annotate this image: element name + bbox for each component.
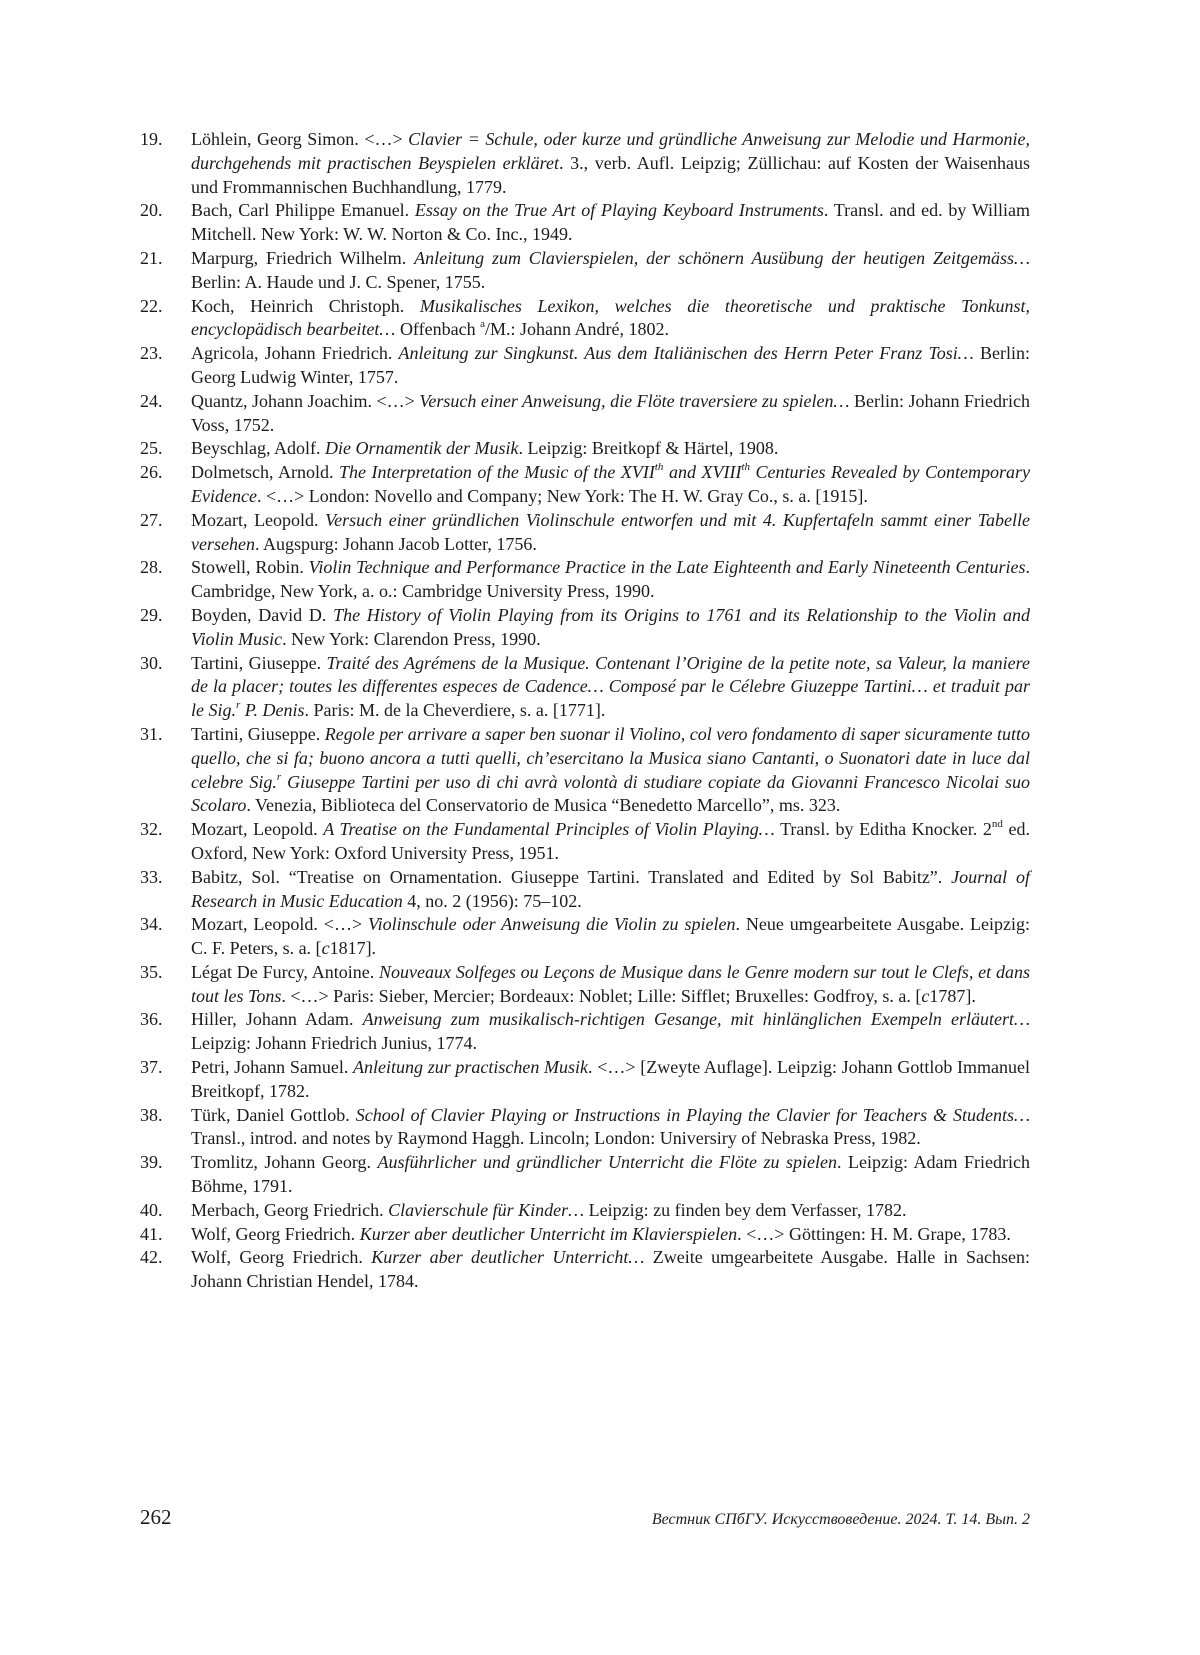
reference-text-segment: Boyden, David D.: [191, 604, 334, 625]
reference-list: [140, 128, 1030, 1294]
reference-item: [140, 1223, 1030, 1247]
reference-number: 39.: [140, 1152, 163, 1173]
reference-item: [140, 390, 1030, 438]
reference-number: 24.: [140, 390, 163, 411]
reference-text-segment: Merbach, Georg Friedrich.: [191, 1199, 389, 1220]
reference-text-segment: . New York: Clarendon Press, 1990.: [282, 628, 541, 649]
reference-number: 37.: [140, 1057, 163, 1078]
reference-text-segment: Tromlitz, Johann Georg.: [191, 1152, 378, 1173]
reference-text-segment: . 3., verb. Aufl. Leipzig; Züllichau: auf Kosten der Waisenhaus und Frommannischen Buchhandlung, 1779.: [191, 152, 1031, 197]
reference-text: [191, 1199, 1030, 1223]
reference-text-segment: Quantz, Johann Joachim. <…>: [191, 390, 420, 411]
reference-text-segment: Transl. by Editha Knocker. 2: [774, 819, 992, 840]
reference-number: 21.: [140, 247, 163, 268]
reference-number: 38.: [140, 1104, 163, 1125]
reference-text-segment: Berlin: Georg Ludwig Winter, 1757.: [191, 343, 1031, 387]
reference-title-segment: Traité des Agrémens de la Musique. Contenant l’Origine de la petite note, sa Valeur, la maniere de la placer; toutes les differentes especes de Cadence… Composé par le Célebre Giuzeppe Tartini… et traduit par le Sig.: [191, 652, 1030, 721]
reference-text: [191, 1246, 1030, 1294]
reference-title-segment: Violin Technique and Performance Practice in the Late Eighteenth and Early Nineteenth Centuries: [308, 557, 1026, 578]
reference-text-segment: . Transl. and ed. by William Mitchell. New York: W. W. Norton & Co. Inc., 1949.: [191, 200, 1030, 245]
reference-title-segment: r: [276, 770, 282, 783]
reference-text-segment: Löhlein, Georg Simon. <…>: [191, 129, 409, 149]
reference-title-segment: School of Clavier Playing or Instructions in Playing the Clavier for Teachers & Students…: [355, 1104, 1030, 1125]
reference-number: 23.: [140, 343, 163, 364]
reference-number: 25.: [140, 438, 163, 459]
reference-title-segment: th: [741, 461, 750, 474]
reference-number: 34.: [140, 914, 163, 935]
reference-number: 31.: [140, 723, 163, 744]
reference-text: [191, 437, 1030, 461]
reference-text-segment: . <…> London: Novello and Company; New York: The H. W. Gray Co., s. a. [1915].: [256, 485, 868, 506]
reference-text-segment: Hiller, Johann Adam.: [191, 1009, 363, 1030]
reference-text-segment: ed. Oxford, New York: Oxford University Press, 1951.: [191, 819, 1030, 863]
reference-text-segment: Marpurg, Friedrich Wilhelm.: [191, 247, 415, 268]
reference-item: [140, 461, 1030, 509]
reference-item: [140, 866, 1030, 914]
reference-item: [140, 247, 1030, 295]
reference-title-segment: Regole per arrivare a saper ben suonar il Violino, col vero fondamento di saper sicuramente tutto quello, che si fa; buono ancora a tutti quelli, ch’esercitano la Musica siano Cantanti, o Suonatori date in luce dal celebre Sig.: [191, 723, 1030, 792]
reference-item: [140, 961, 1030, 1009]
reference-number: 33.: [140, 866, 163, 887]
reference-title-segment: Journal of Research in Music Education: [191, 866, 1030, 911]
reference-text: [191, 461, 1030, 509]
reference-title-segment: Versuch einer Anweisung, die Flöte traversiere zu spielen…: [419, 390, 850, 411]
reference-text: [191, 1151, 1030, 1199]
reference-text-segment: Petri, Johann Samuel.: [191, 1057, 354, 1078]
reference-number: 41.: [140, 1223, 163, 1244]
reference-text: [191, 818, 1030, 866]
reference-title-segment: Kurzer aber deutlicher Unterricht…: [371, 1247, 645, 1268]
reference-text-segment: nd: [991, 818, 1003, 831]
reference-title-segment: Giuseppe Tartini per uso di chi avrà volontà di studiare copiate da Giovanni Francesco Nicolai suo Scolaro: [191, 771, 1031, 816]
reference-text-segment: /M.: Johann André, 1802.: [484, 319, 669, 340]
reference-text: [191, 1056, 1030, 1104]
reference-item: [140, 723, 1030, 818]
reference-text: [191, 1104, 1030, 1152]
reference-title-segment: P. Denis: [240, 700, 305, 721]
reference-title-segment: Clavierschule für Kinder…: [388, 1199, 585, 1220]
reference-text-segment: Berlin: A. Haude und J. C. Spener, 1755.: [191, 271, 486, 292]
reference-text-segment: 1817].: [329, 938, 377, 959]
reference-text-segment: Transl., introd. and notes by Raymond Haggh. Lincoln; London: Universiry of Nebraska Press, 1982.: [191, 1128, 921, 1149]
reference-number: 26.: [140, 462, 163, 483]
reference-title-segment: Anleitung zur Singkunst. Aus dem Italiänischen des Herrn Peter Franz Tosi…: [398, 343, 974, 364]
reference-text-segment: . Cambridge, New York, a. o.: Cambridge University Press, 1990.: [191, 557, 1030, 602]
reference-item: [140, 1246, 1030, 1294]
reference-item: [140, 437, 1030, 461]
reference-text-segment: . Leipzig: Breitkopf & Härtel, 1908.: [518, 438, 779, 459]
reference-title-segment: Anweisung zum musikalisch-richtigen Gesange, mit hinlänglichen Exempeln erläutert…: [362, 1009, 1030, 1030]
reference-text-segment: Mozart, Leopold.: [191, 819, 324, 840]
reference-number: 36.: [140, 1009, 163, 1030]
reference-text-segment: . Paris: M. de la Cheverdiere, s. a. [1771].: [304, 700, 606, 721]
reference-title-segment: r: [236, 699, 241, 712]
reference-text-segment: Babitz, Sol. “Treatise on Ornamentation. Giuseppe Tartini. Translated and Edited by Sol Babitz”.: [191, 866, 952, 887]
reference-text-segment: Beyschlag, Adolf.: [191, 438, 325, 459]
reference-title-segment: The History of Violin Playing from its Origins to 1761 and its Relationship to the Violin and Violin Music: [191, 604, 1030, 649]
reference-item: [140, 1151, 1030, 1199]
reference-item: [140, 818, 1030, 866]
reference-number: 42.: [140, 1247, 163, 1268]
page-footer: [140, 1505, 1030, 1530]
reference-item: [140, 199, 1030, 247]
reference-item: [140, 913, 1030, 961]
reference-title-segment: Versuch einer gründlichen Violinschule entworfen und mit 4. Kupfertafeln sammt einer Tabelle versehen: [191, 509, 1030, 554]
reference-text-segment: Wolf, Georg Friedrich.: [191, 1247, 372, 1268]
reference-text-segment: Zweite umgearbeitete Ausgabe. Halle in Sachsen: Johann Christian Hendel, 1784.: [191, 1247, 1030, 1292]
journal-citation: Вестник СПбГУ. Искусствоведение. 2024. Т. 14. Вып. 2: [651, 1511, 1030, 1528]
reference-number: 22.: [140, 295, 163, 316]
reference-text-segment: . Leipzig: Adam Friedrich Böhme, 1791.: [191, 1152, 1030, 1197]
reference-text-segment: Agricola, Johann Friedrich.: [191, 343, 399, 364]
reference-number: 29.: [140, 604, 163, 625]
reference-text-segment: Leipzig: Johann Friedrich Junius, 1774.: [191, 1033, 477, 1054]
reference-number: 40.: [140, 1199, 163, 1220]
reference-text-segment: Wolf, Georg Friedrich.: [191, 1223, 360, 1244]
reference-title-segment: Nouveaux Solfeges ou Leçons de Musique dans le Genre modern sur tout le Clefs, et dans tout les Tons: [191, 961, 1030, 1006]
reference-item: [140, 604, 1030, 652]
reference-item: [140, 295, 1030, 343]
page-number: 262: [140, 1505, 172, 1529]
reference-item: [140, 128, 1030, 199]
reference-text-segment: Tartini, Giuseppe.: [191, 723, 325, 744]
reference-text-segment: Mozart, Leopold. <…>: [191, 914, 369, 935]
reference-title-segment: A Treatise on the Fundamental Principles of Violin Playing…: [323, 819, 775, 840]
reference-text-segment: Koch, Heinrich Christoph.: [191, 295, 420, 316]
reference-text: [191, 604, 1030, 652]
reference-item: [140, 556, 1030, 604]
reference-text: [191, 1223, 1030, 1247]
reference-text-segment: 4, no. 2 (1956): 75–102.: [402, 890, 582, 911]
reference-title-segment: The Interpretation of the Music of the XVII: [339, 462, 655, 483]
reference-text-segment: . Augspurg: Johann Jacob Lotter, 1756.: [254, 533, 537, 554]
reference-text-segment: . Neue umgearbeitete Ausgabe. Leipzig: C. F. Peters, s. a. [: [191, 914, 1030, 959]
reference-text: [191, 1008, 1030, 1056]
reference-title-segment: c: [321, 938, 330, 959]
reference-item: [140, 509, 1030, 557]
reference-text: [191, 723, 1030, 818]
reference-text: [191, 247, 1030, 295]
reference-text: [191, 961, 1030, 1009]
reference-number: 19.: [140, 129, 163, 149]
reference-text-segment: Stowell, Robin.: [191, 557, 309, 578]
reference-item: [140, 1199, 1030, 1223]
reference-text: [191, 913, 1030, 961]
reference-text-segment: Mozart, Leopold.: [191, 509, 326, 530]
reference-text-segment: Tartini, Giuseppe.: [191, 652, 327, 673]
reference-title-segment: c: [921, 985, 930, 1006]
reference-text-segment: . <…> Paris: Sieber, Mercier; Bordeaux: Noblet; Lille: Sifflet; Bruxelles: Godfroy, s. a. [: [281, 985, 922, 1006]
reference-title-segment: Musikalisches Lexikon, welches die theoretische und praktische Tonkunst, encyclopädisch bearbeitet…: [191, 295, 1030, 340]
reference-text: [191, 199, 1030, 247]
reference-item: [140, 1104, 1030, 1152]
reference-text: [191, 390, 1030, 438]
reference-text-segment: . <…> Göttingen: H. M. Grape, 1783.: [737, 1223, 1011, 1244]
reference-text: [191, 866, 1030, 914]
reference-item: [140, 1008, 1030, 1056]
reference-title-segment: Anleitung zum Clavierspielen, der schönern Ausübung der heutigen Zeitgemäss…: [414, 247, 1031, 268]
reference-text: [191, 652, 1030, 723]
reference-text: [191, 509, 1030, 557]
reference-title-segment: Ausführlicher und gründlicher Unterricht die Flöte zu spielen: [377, 1152, 838, 1173]
reference-number: 28.: [140, 557, 163, 578]
reference-item: [140, 652, 1030, 723]
reference-text-segment: 1787].: [929, 985, 976, 1006]
reference-text-segment: Offenbach: [395, 319, 481, 340]
reference-text-segment: . <…> [Zweyte Auflage]. Leipzig: Johann Gottlob Immanuel Breitkopf, 1782.: [191, 1057, 1031, 1101]
reference-text-segment: Bach, Carl Philippe Emanuel.: [191, 200, 415, 221]
reference-title-segment: Kurzer aber deutlicher Unterricht im Klavierspielen: [359, 1223, 738, 1244]
reference-number: 27.: [140, 509, 163, 530]
reference-text: [191, 342, 1030, 390]
reference-title-segment: Violinschule oder Anweisung die Violin zu spielen: [368, 914, 736, 935]
reference-title-segment: Clavier = Schule, oder kurze und gründliche Anweisung zur Melodie und Harmonie, durchgehends mit practischen Beyspielen erkläret: [191, 129, 1030, 173]
reference-item: [140, 342, 1030, 390]
reference-number: 20.: [140, 200, 163, 221]
reference-title-segment: Die Ornamentik der Musik: [324, 438, 519, 459]
reference-text-segment: Leipzig: zu finden bey dem Verfasser, 1782.: [584, 1199, 907, 1220]
reference-text-segment: Légat De Furcy, Antoine.: [191, 961, 380, 982]
reference-title-segment: th: [654, 461, 664, 474]
reference-number: 32.: [140, 819, 163, 840]
reference-number: 30.: [140, 652, 163, 673]
reference-text: [191, 128, 1030, 199]
reference-title-segment: Essay on the True Art of Playing Keyboard Instruments: [414, 200, 824, 221]
reference-number: 35.: [140, 961, 163, 982]
reference-text-segment: a: [480, 318, 485, 331]
reference-text-segment: Türk, Daniel Gottlob.: [191, 1104, 356, 1125]
reference-text-segment: . Venezia, Biblioteca del Conservatorio de Musica “Benedetto Marcello”, ms. 323.: [246, 795, 841, 816]
reference-title-segment: Centuries Revealed by Contemporary Evidence: [191, 462, 1030, 506]
reference-text: [191, 295, 1030, 343]
reference-title-segment: and XVIII: [663, 462, 742, 483]
reference-text-segment: Berlin: Johann Friedrich Voss, 1752.: [191, 390, 1030, 435]
reference-title-segment: Anleitung zur practischen Musik: [353, 1057, 589, 1078]
reference-text: [191, 556, 1030, 604]
reference-text-segment: Dolmetsch, Arnold.: [191, 462, 340, 483]
reference-item: [140, 1056, 1030, 1104]
